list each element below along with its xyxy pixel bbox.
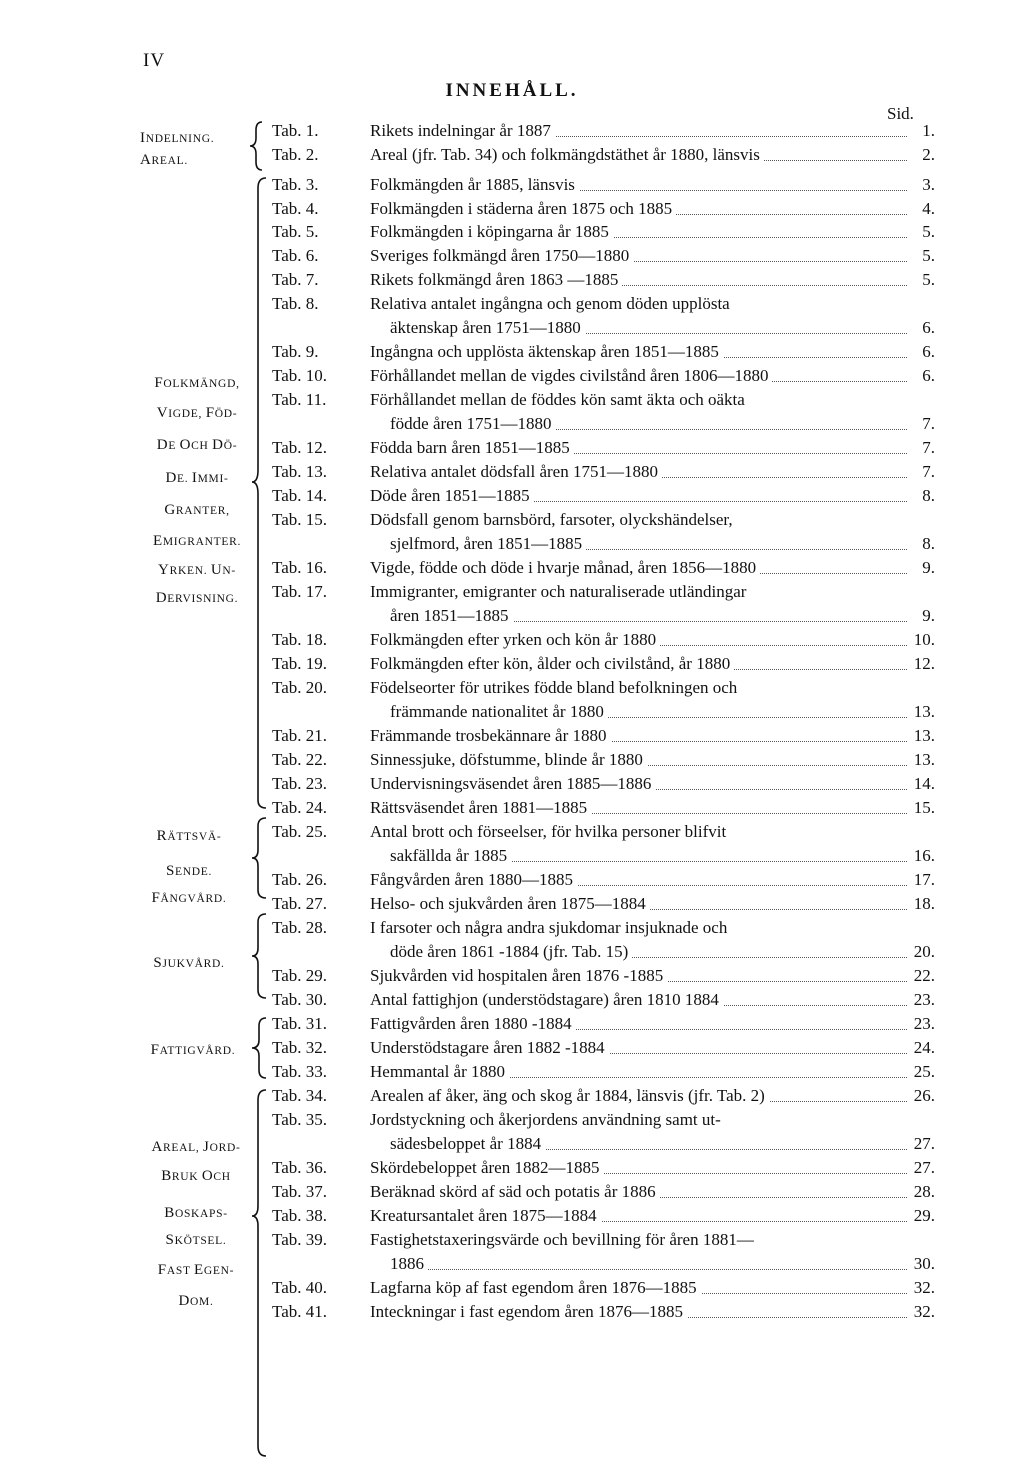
table-number: Tab. 4.: [272, 199, 319, 218]
toc-entry-page: 13.: [909, 702, 935, 722]
table-number: Tab. 35.: [272, 1110, 327, 1129]
toc-entry-page: 25.: [909, 1062, 935, 1082]
toc-entry-page: 6.: [917, 318, 935, 338]
toc-entry: [370, 1182, 935, 1206]
toc-entry-page: 24.: [909, 1038, 935, 1058]
toc-entry: [370, 654, 935, 678]
toc-entry: [370, 606, 935, 630]
toc-entry-page: 7.: [917, 438, 935, 458]
toc-entry-page: 28.: [909, 1182, 935, 1202]
toc-entry-page: 26.: [909, 1086, 935, 1106]
toc-entry: [370, 199, 935, 223]
section-label: FATTIGVÅRD.: [150, 1042, 236, 1058]
table-number: Tab. 19.: [272, 654, 327, 673]
table-number: Tab. 33.: [272, 1062, 327, 1081]
table-number: Tab. 23.: [272, 774, 327, 793]
toc-entry-title: Folkmängden efter yrken och kön år 1880: [370, 630, 660, 650]
toc-entry-title: Undervisningsväsendet åren 1885—1886: [370, 774, 655, 794]
section-label: DERVISNING.: [155, 590, 239, 606]
toc-entry-page: 2.: [917, 145, 935, 165]
toc-entry-title: Fångvården åren 1880—1885: [370, 870, 577, 890]
toc-entry-page: 17.: [909, 870, 935, 890]
toc-entry: [370, 294, 935, 318]
table-number: Tab. 36.: [272, 1158, 327, 1177]
toc-entry: [370, 750, 935, 774]
table-number: Tab. 37.: [272, 1182, 327, 1201]
toc-entry: [370, 510, 935, 534]
brace-fattigvard: [252, 1018, 266, 1078]
toc-entry: [370, 726, 935, 750]
brace-sjukvard: [252, 914, 266, 998]
toc-entry: [370, 121, 935, 145]
table-number: Tab. 3.: [272, 175, 319, 194]
section-label: DE OCH DÖ-: [156, 437, 238, 453]
section-label: DE. IMMI-: [165, 470, 229, 486]
toc-entry-title: Födelseorter för utrikes födde bland befolkningen och: [370, 678, 741, 698]
section-label: SJUKVÅRD.: [153, 955, 225, 971]
toc-entry: [370, 246, 935, 270]
toc-entry: [370, 558, 935, 582]
toc-entry-title: Helso- och sjukvården åren 1875—1884: [370, 894, 650, 914]
toc-entry-title: Fattigvården åren 1880 -1884: [370, 1014, 576, 1034]
toc-entry-title: sakfällda år 1885: [390, 846, 511, 866]
toc-entry-title: Inteckningar i fast egendom åren 1876—1885: [370, 1302, 687, 1322]
toc-entry-title: Dödsfall genom barnsbörd, farsoter, olyckshändelser,: [370, 510, 737, 530]
toc-entry-title: Rikets folkmängd åren 1863 —1885: [370, 270, 622, 290]
toc-entry: [370, 534, 935, 558]
table-number: Tab. 38.: [272, 1206, 327, 1225]
toc-entry: [370, 366, 935, 390]
toc-entry: [370, 990, 935, 1014]
toc-entry-page: 23.: [909, 1014, 935, 1034]
toc-entry-page: 29.: [909, 1206, 935, 1226]
section-label: VIGDE, FÖD-: [156, 405, 238, 421]
toc-entry-title: åren 1851—1885: [390, 606, 513, 626]
table-number: Tab. 1.: [272, 121, 319, 140]
page-column-header: Sid.: [887, 104, 914, 123]
toc-entry-title: I farsoter och några andra sjukdomar insjuknade och: [370, 918, 731, 938]
brace-indelning: [250, 122, 262, 170]
toc-entry-title: Rättsväsendet åren 1881—1885: [370, 798, 591, 818]
toc-entry: [370, 1086, 935, 1110]
toc-entry-title: Födda barn åren 1851—1885: [370, 438, 574, 458]
table-number: Tab. 22.: [272, 750, 327, 769]
toc-entry-page: 13.: [909, 750, 935, 770]
toc-entry-page: 14.: [909, 774, 935, 794]
section-label: AREAL, JORD-: [151, 1139, 241, 1155]
toc-entry-title: Sjukvården vid hospitalen åren 1876 -1885: [370, 966, 667, 986]
toc-entry-title: Folkmängden år 1885, länsvis: [370, 175, 579, 195]
toc-entry-title: Sinnessjuke, döfstumme, blinde år 1880: [370, 750, 647, 770]
toc-entry-page: 32.: [909, 1278, 935, 1298]
table-number: Tab. 16.: [272, 558, 327, 577]
table-number: Tab. 41.: [272, 1302, 327, 1321]
toc-entry-title: Rikets indelningar år 1887: [370, 121, 555, 141]
toc-entry-title: Beräknad skörd af säd och potatis år 1886: [370, 1182, 660, 1202]
table-number: Tab. 31.: [272, 1014, 327, 1033]
toc-entry: [370, 1062, 935, 1086]
toc-entry: [370, 462, 935, 486]
table-number: Tab. 15.: [272, 510, 327, 529]
toc-entry-title: Lagfarna köp af fast egendom åren 1876—1885: [370, 1278, 701, 1298]
table-number: Tab. 17.: [272, 582, 327, 601]
toc-entry-page: 16.: [909, 846, 935, 866]
table-number: Tab. 25.: [272, 822, 327, 841]
table-number: Tab. 13.: [272, 462, 327, 481]
toc-entry-title: Antal brott och förseelser, för hvilka personer blifvit: [370, 822, 730, 842]
toc-entry-title: Kreatursantalet åren 1875—1884: [370, 1206, 601, 1226]
toc-entry-page: 1.: [917, 121, 935, 141]
toc-entry-page: 6.: [917, 366, 935, 386]
toc-entry-page: 8.: [917, 486, 935, 506]
toc-entry-title: äktenskap åren 1751—1880: [390, 318, 585, 338]
section-label: BOSKAPS-: [164, 1205, 228, 1221]
toc-entry-page: 7.: [917, 414, 935, 434]
toc-entry-title: Immigranter, emigranter och naturaliserade utländingar: [370, 582, 750, 602]
toc-entry: [370, 822, 935, 846]
table-number: Tab. 21.: [272, 726, 327, 745]
toc-entry: [370, 1278, 935, 1302]
toc-entry: [370, 798, 935, 822]
toc-entry: [370, 175, 935, 199]
toc-entry: [370, 342, 935, 366]
table-number: Tab. 26.: [272, 870, 327, 889]
toc-entry-title: födde åren 1751—1880: [390, 414, 555, 434]
toc-entry-page: 27.: [909, 1134, 935, 1154]
toc-entry-title: Arealen af åker, äng och skog år 1884, länsvis (jfr. Tab. 2): [370, 1086, 769, 1106]
toc-entry-title: Folkmängden i köpingarna år 1885: [370, 222, 613, 242]
table-number: Tab. 7.: [272, 270, 319, 289]
toc-entry: [370, 270, 935, 294]
toc-entry: [370, 1038, 935, 1062]
table-number: Tab. 20.: [272, 678, 327, 697]
toc-entry-title: Relativa antalet dödsfall åren 1751—1880: [370, 462, 662, 482]
table-number: Tab. 27.: [272, 894, 327, 913]
brace-folkmangd: [252, 178, 266, 808]
table-number: Tab. 6.: [272, 246, 319, 265]
toc-entry: [370, 1254, 935, 1278]
toc-entry: [370, 966, 935, 990]
table-number: Tab. 9.: [272, 342, 319, 361]
toc-entry-title: Folkmängden efter kön, ålder och civilstånd, år 1880: [370, 654, 734, 674]
toc-entry-title: Sveriges folkmängd åren 1750—1880: [370, 246, 633, 266]
toc-entry-title: Fastighetstaxeringsvärde och bevillning för åren 1881—: [370, 1230, 758, 1250]
toc-entry: [370, 702, 935, 726]
table-number: Tab. 34.: [272, 1086, 327, 1105]
toc-entry: [370, 1014, 935, 1038]
toc-entry-title: Jordstyckning och åkerjordens användning samt ut-: [370, 1110, 725, 1130]
toc-entry-title: 1886: [390, 1254, 428, 1274]
toc-entry-title: Relativa antalet ingångna och genom döden upplösta: [370, 294, 734, 314]
toc-entry-page: 9.: [917, 558, 935, 578]
toc-entry-page: 23.: [909, 990, 935, 1010]
table-number: Tab. 30.: [272, 990, 327, 1009]
section-label: EMIGRANTER.: [152, 533, 242, 549]
toc-entry: [370, 438, 935, 462]
table-number: Tab. 39.: [272, 1230, 327, 1249]
toc-entry: [370, 414, 935, 438]
toc-entry-title: Främmande trosbekännare år 1880: [370, 726, 611, 746]
toc-entry-page: 30.: [909, 1254, 935, 1274]
toc-entry: [370, 846, 935, 870]
section-label: AREAL.: [140, 152, 188, 168]
toc-entry: [370, 870, 935, 894]
toc-entry-page: 6.: [917, 342, 935, 362]
toc-entry-page: 5.: [917, 270, 935, 290]
toc-entry-page: 20.: [909, 942, 935, 962]
toc-entry: [370, 630, 935, 654]
toc-entry-page: 9.: [917, 606, 935, 626]
toc-entry: [370, 1206, 935, 1230]
section-label: FÅNGVÅRD.: [151, 890, 227, 906]
section-label: BRUK OCH: [161, 1168, 231, 1184]
section-label: GRANTER,: [164, 502, 230, 518]
toc-entry-title: Antal fattighjon (understödstagare) åren 1810 1884: [370, 990, 723, 1010]
toc-entry-title: Vigde, födde och döde i hvarje månad, åren 1856—1880: [370, 558, 760, 578]
toc-entry-page: 5.: [917, 222, 935, 242]
table-number: Tab. 32.: [272, 1038, 327, 1057]
toc-entry-page: 32.: [909, 1302, 935, 1322]
toc-entry-title: Ingångna och upplösta äktenskap åren 1851—1885: [370, 342, 723, 362]
toc-entry: [370, 1110, 935, 1134]
toc-entry-title: Understödstagare åren 1882 -1884: [370, 1038, 609, 1058]
toc-entry-page: 27.: [909, 1158, 935, 1178]
toc-entry: [370, 222, 935, 246]
section-label: FAST EGEN-: [157, 1262, 235, 1278]
toc-entry: [370, 942, 935, 966]
toc-entry-page: 7.: [917, 462, 935, 482]
toc-entry-page: 4.: [917, 199, 935, 219]
toc-entry-title: Döde åren 1851—1885: [370, 486, 534, 506]
toc-entry: [370, 1230, 935, 1254]
toc-entry-title: Areal (jfr. Tab. 34) och folkmängdstäthet år 1880, länsvis: [370, 145, 764, 165]
section-label: SENDE.: [165, 863, 213, 879]
toc-entry: [370, 678, 935, 702]
toc-entry-title: döde åren 1861 -1884 (jfr. Tab. 15): [390, 942, 632, 962]
toc-entry-title: Förhållandet mellan de föddes kön samt äkta och oäkta: [370, 390, 749, 410]
toc-entry-page: 8.: [917, 534, 935, 554]
table-number: Tab. 10.: [272, 366, 327, 385]
section-label: INDELNING.: [140, 130, 215, 146]
section-label: FOLKMÄNGD,: [154, 375, 240, 391]
toc-entry: [370, 1158, 935, 1182]
toc-entry-title: Förhållandet mellan de vigdes civilstånd åren 1806—1880: [370, 366, 772, 386]
toc-entry-title: Folkmängden i städerna åren 1875 och 1885: [370, 199, 676, 219]
brace-rattsvasende: [252, 818, 266, 898]
toc-entry-page: 22.: [909, 966, 935, 986]
toc-entry-page: 3.: [917, 175, 935, 195]
toc-entry-title: sjelfmord, åren 1851—1885: [390, 534, 586, 554]
table-number: Tab. 40.: [272, 1278, 327, 1297]
toc-entry-page: 13.: [909, 726, 935, 746]
toc-entry: [370, 1302, 935, 1326]
toc-entry-title: Hemmantal år 1880: [370, 1062, 509, 1082]
toc-entry: [370, 582, 935, 606]
table-number: Tab. 12.: [272, 438, 327, 457]
table-number: Tab. 28.: [272, 918, 327, 937]
table-number: Tab. 11.: [272, 390, 327, 409]
toc-entry: [370, 774, 935, 798]
table-number: Tab. 29.: [272, 966, 327, 985]
section-label: YRKEN. UN-: [158, 562, 236, 578]
toc-entry: [370, 918, 935, 942]
toc-entry: [370, 486, 935, 510]
table-number: Tab. 2.: [272, 145, 319, 164]
table-number: Tab. 5.: [272, 222, 319, 241]
table-number: Tab. 18.: [272, 630, 327, 649]
toc-entry: [370, 1134, 935, 1158]
dot-leader: [390, 1269, 907, 1270]
section-label: RÄTTSVÄ-: [156, 828, 222, 844]
table-number: Tab. 8.: [272, 294, 319, 313]
toc-entry-page: 12.: [909, 654, 935, 674]
table-number: Tab. 14.: [272, 486, 327, 505]
toc-entry: [370, 318, 935, 342]
toc-entry-page: 15.: [909, 798, 935, 818]
section-label: SKÖTSEL.: [165, 1232, 227, 1248]
toc-entry-title: främmande nationalitet år 1880: [390, 702, 608, 722]
toc-entry: [370, 145, 935, 169]
toc-entry-page: 5.: [917, 246, 935, 266]
section-label: DOM.: [178, 1293, 214, 1309]
toc-entry-title: Skördebeloppet åren 1882—1885: [370, 1158, 603, 1178]
toc-entry: [370, 894, 935, 918]
page-title: INNEHÅLL.: [445, 80, 579, 101]
toc-entry: [370, 390, 935, 414]
toc-entry-title: sädesbeloppet år 1884: [390, 1134, 545, 1154]
toc-entry-page: 10.: [909, 630, 935, 650]
toc-entry-page: 18.: [909, 894, 935, 914]
page-number: IV: [143, 50, 166, 71]
table-number: Tab. 24.: [272, 798, 327, 817]
